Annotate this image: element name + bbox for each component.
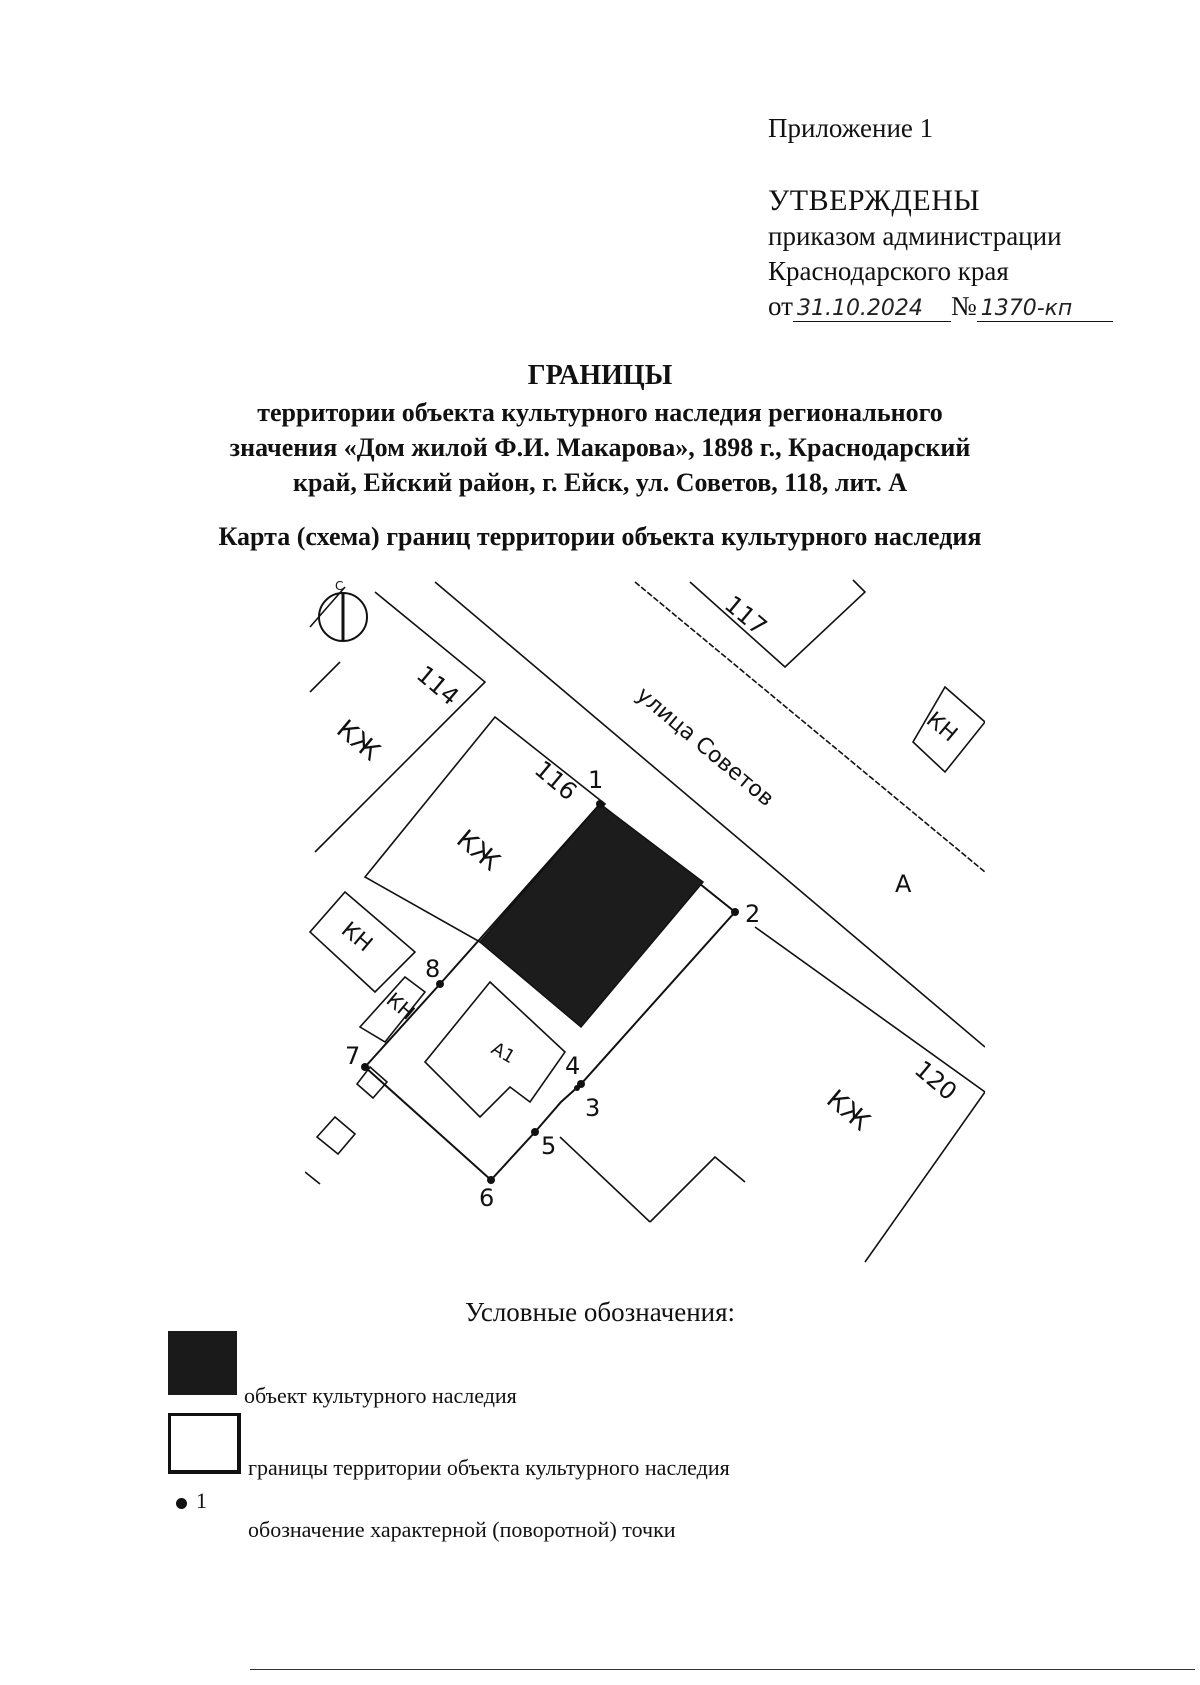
map-caption: Карта (схема) границ территории объекта культурного наследия — [218, 522, 982, 551]
label-house-114: 114 — [411, 660, 465, 712]
label-lit-a1: А1 — [487, 1038, 519, 1069]
label-kn-ne: КН — [921, 707, 962, 748]
street-label: улица Советов — [631, 682, 779, 812]
house-120-notch — [650, 1157, 745, 1222]
document-title: ГРАНИЦЫ — [527, 360, 673, 391]
point-8-label: 8 — [425, 955, 441, 983]
house-120-edge-n — [755, 927, 985, 1092]
point-7-marker — [361, 1063, 369, 1071]
street-edge-west — [435, 582, 985, 1047]
house-117-outline — [690, 580, 865, 667]
house-120-edge-e — [865, 1092, 985, 1262]
subtitle-line-3: край, Ейский район, г. Ейск, ул. Советов, 118, лит. А — [292, 468, 908, 497]
point-5-label: 5 — [541, 1132, 557, 1160]
handwritten-number: 1370-кп — [977, 296, 1113, 322]
order-date-line — [768, 291, 1113, 322]
label-lit-a: А — [895, 870, 912, 898]
point-5-marker — [531, 1128, 539, 1136]
map-svg — [305, 572, 985, 1272]
edge-fragment — [305, 1172, 320, 1184]
subtitle-line-1: территории объекта культурного наследия регионального — [257, 398, 943, 427]
label-house-116: 116 — [529, 755, 583, 807]
legend-point-label: обозначение характерной (поворотной) точки — [248, 1517, 676, 1542]
order-line-2: Краснодарского края — [768, 256, 1009, 286]
label-kzh-120: КЖ — [820, 1084, 876, 1138]
approved-heading: УТВЕРЖДЕНЫ — [768, 184, 981, 217]
legend-point-number: 1 — [196, 1488, 207, 1513]
point-2-marker — [731, 908, 739, 916]
bottom-rule — [250, 1669, 1195, 1670]
house-114-outline — [315, 592, 485, 852]
point-2-label: 2 — [745, 900, 761, 928]
point-4-marker — [574, 1085, 580, 1091]
house-114-side — [310, 662, 340, 692]
legend-object-swatch — [168, 1331, 237, 1395]
point-6-marker — [487, 1176, 495, 1184]
heritage-object-fill — [480, 804, 703, 1027]
label-kn-w1: КН — [336, 917, 377, 958]
north-label: С — [335, 579, 344, 593]
appendix-label: Приложение 1 — [768, 113, 934, 143]
document-subtitle — [0, 395, 1200, 500]
subtitle-line-2: значения «Дом жилой Ф.И. Макарова», 1898 г., Краснодарский — [229, 433, 971, 462]
label-house-120: 120 — [909, 1055, 963, 1107]
north-arrow — [319, 579, 367, 641]
legend-boundary-label: границы территории объекта культурного наследия — [248, 1455, 730, 1480]
point-3-label: 3 — [585, 1094, 601, 1122]
label-kn-w2: КН — [381, 987, 420, 1025]
handwritten-date: 31.10.2024 — [793, 296, 951, 322]
label-kzh-114: КЖ — [330, 714, 386, 768]
house-120-edge-sw — [560, 1137, 650, 1222]
legend-point-dot — [176, 1498, 187, 1509]
point-1-label: 1 — [588, 766, 604, 794]
number-prefix: № — [950, 291, 977, 321]
point-1-marker — [596, 800, 604, 808]
date-prefix: от — [768, 291, 793, 321]
small-structure-2 — [317, 1117, 355, 1154]
label-house-117: 117 — [719, 590, 773, 642]
legend-boundary-swatch — [168, 1413, 241, 1474]
boundary-map — [305, 572, 985, 1272]
point-6-label: 6 — [479, 1184, 495, 1212]
label-kzh-116: КЖ — [450, 824, 506, 878]
order-line-1: приказом администрации — [768, 221, 1062, 251]
point-7-label: 7 — [345, 1042, 361, 1070]
point-4-label: 4 — [565, 1052, 581, 1080]
legend-object-label: объект культурного наследия — [244, 1383, 517, 1408]
legend-title: Условные обозначения: — [464, 1297, 736, 1327]
